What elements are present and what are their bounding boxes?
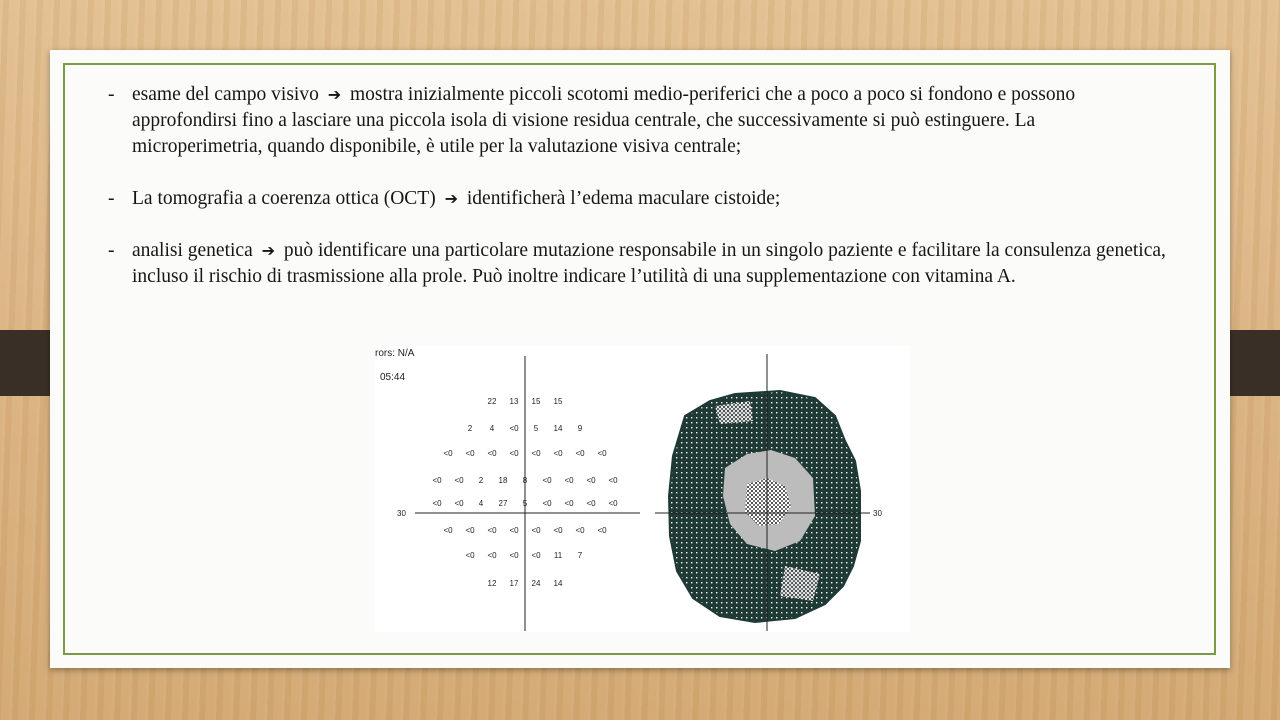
threshold-value: 13 (509, 397, 519, 406)
threshold-value: <0 (575, 449, 585, 458)
visual-field-figure (375, 346, 910, 632)
threshold-value: 24 (531, 579, 541, 588)
bullet-list (108, 82, 1168, 316)
arrow-icon: ➔ (261, 241, 276, 260)
visual-field-svg (375, 346, 910, 632)
threshold-value: <0 (509, 526, 519, 535)
threshold-value: 2 (467, 424, 473, 433)
threshold-value: <0 (608, 476, 618, 485)
threshold-value: <0 (597, 449, 607, 458)
threshold-value: <0 (487, 449, 497, 458)
threshold-value: <0 (487, 551, 497, 560)
threshold-value: 4 (489, 424, 495, 433)
threshold-value: <0 (509, 449, 519, 458)
threshold-value: 14 (553, 424, 563, 433)
threshold-value: <0 (509, 551, 519, 560)
threshold-value: 18 (498, 476, 508, 485)
bullet-text: identificherà l’edema maculare cistoide; (466, 188, 781, 209)
threshold-value: <0 (465, 449, 475, 458)
threshold-value: 22 (487, 397, 497, 406)
threshold-value: 15 (553, 397, 563, 406)
threshold-value: <0 (531, 551, 541, 560)
bullet-text: mostra inizialmente piccoli scotomi medio-periferici che a poco a poco si fondono e possono approfondirsi fino a lasciare una piccola isola di visione residua centrale, che successivamente si può estinguere. La microperimetria, quando disponibile, è utile per la valutazione visiva centrale; (132, 84, 1076, 157)
threshold-value: 4 (478, 499, 484, 508)
bullet-visual-field (108, 82, 1168, 160)
bullet-lead: La tomografia a coerenza ottica (OCT) (132, 188, 436, 209)
arrow-icon: ➔ (327, 85, 342, 104)
slide (50, 50, 1230, 668)
greyscale-map (669, 391, 860, 622)
threshold-value: <0 (432, 499, 442, 508)
bullet-lead: analisi genetica (132, 240, 253, 261)
threshold-value: <0 (564, 476, 574, 485)
bullet-dash: - (108, 84, 115, 105)
threshold-value: <0 (454, 476, 464, 485)
threshold-value: 15 (531, 397, 541, 406)
threshold-value: 27 (498, 499, 508, 508)
bullet-text: può identificare una particolare mutazione responsabile in un singolo paziente e facilitare la consulenza genetica, incluso il rischio di trasmissione alla prole. Può inoltre indicare l’utilità di una supplementazione con vitamina A. (132, 240, 1166, 287)
threshold-value: <0 (531, 449, 541, 458)
threshold-value: <0 (575, 526, 585, 535)
threshold-value: <0 (443, 449, 453, 458)
threshold-value: <0 (465, 526, 475, 535)
threshold-value: <0 (586, 499, 596, 508)
threshold-value: 8 (522, 476, 528, 485)
threshold-value: <0 (608, 499, 618, 508)
bullet-dash: - (108, 188, 115, 209)
threshold-value: <0 (509, 424, 519, 433)
threshold-value: <0 (443, 526, 453, 535)
threshold-value: <0 (564, 499, 574, 508)
threshold-value: <0 (586, 476, 596, 485)
threshold-value: 2 (478, 476, 484, 485)
threshold-value: <0 (454, 499, 464, 508)
threshold-value: <0 (553, 526, 563, 535)
arrow-icon: ➔ (444, 189, 458, 208)
bullet-lead: esame del campo visivo (132, 84, 319, 105)
bullet-dash: - (108, 240, 115, 261)
threshold-value: <0 (597, 526, 607, 535)
threshold-value: 9 (577, 424, 583, 433)
right-axis-label: 30 (873, 509, 882, 518)
threshold-value: 17 (509, 579, 519, 588)
threshold-value: 5 (533, 424, 539, 433)
bullet-oct (108, 186, 1168, 212)
threshold-value: <0 (542, 476, 552, 485)
threshold-value: <0 (487, 526, 497, 535)
figure-header-line2: 05:44 (380, 372, 406, 383)
threshold-value: 14 (553, 579, 563, 588)
threshold-value: 11 (553, 551, 563, 560)
figure-header-line1: rors: N/A (375, 348, 415, 359)
threshold-value: 7 (577, 551, 583, 560)
left-axis-label: 30 (397, 509, 406, 518)
threshold-value: <0 (465, 551, 475, 560)
bullet-genetic (108, 238, 1168, 290)
threshold-value: <0 (531, 526, 541, 535)
threshold-value: <0 (542, 499, 552, 508)
threshold-value: 12 (487, 579, 497, 588)
threshold-value: 5 (522, 499, 528, 508)
threshold-value: <0 (432, 476, 442, 485)
threshold-value: <0 (553, 449, 563, 458)
